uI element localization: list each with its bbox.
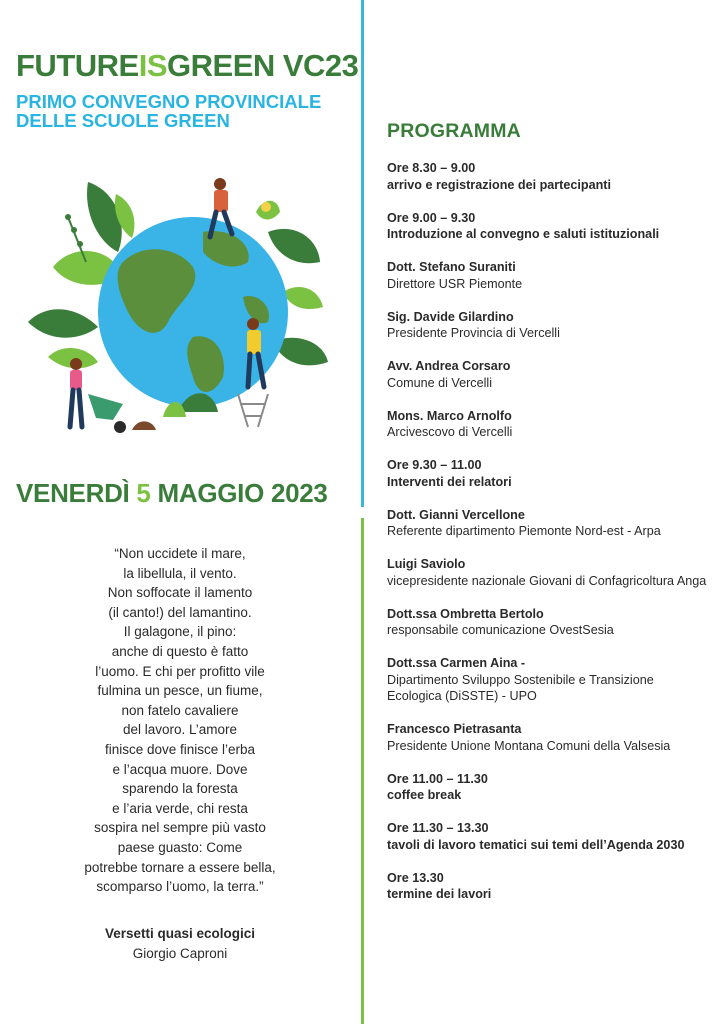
program-item-heading: Ore 8.30 – 9.00 — [387, 161, 476, 175]
poem-line: e l’acqua muore. Dove — [112, 761, 248, 777]
poem-line: fulmina un pesce, un fiume, — [97, 683, 263, 699]
program-item-heading: Mons. Marco Arnolfo — [387, 408, 512, 423]
program-item-heading: Ore 11.00 – 11.30 — [387, 771, 488, 786]
poem-line: scomparso l’uomo, la terra.” — [96, 879, 264, 895]
event-title — [16, 48, 358, 84]
program-item-heading: Dott.ssa Carmen Aina - — [387, 656, 526, 670]
poem-line: la libellula, il vento. — [123, 565, 237, 581]
program-item — [387, 457, 722, 490]
title-part-future: FUTURE — [16, 48, 139, 83]
poem-line: “Non uccidete il mare, — [114, 546, 246, 561]
poem-line: e l’aria verde, chi resta — [112, 800, 248, 816]
poem-line: non fatelo cavaliere — [121, 702, 239, 718]
program-item — [387, 556, 722, 589]
poem-line: del lavoro. L’amore — [122, 722, 238, 738]
program-item-description: Comune di Vercelli — [387, 375, 492, 390]
program-item-heading: Dott. Stefano Suraniti — [387, 260, 516, 274]
event-date — [16, 478, 328, 509]
program-item-description: Presidente Provincia di Vercelli — [387, 326, 560, 340]
program-item-description: Direttore USR Piemonte — [387, 276, 523, 291]
program-item-description: Presidente Unione Montana Comuni della Valsesia — [387, 738, 671, 753]
program-item — [387, 870, 722, 903]
program-item-description: tavoli di lavoro tematici sui temi dell’Agenda 2030 — [387, 837, 685, 852]
program-item-description: vicepresidente nazionale Giovani di Confagricoltura Anga — [387, 573, 707, 588]
program-item-description: Arcivescovo di Vercelli — [387, 425, 513, 439]
program-item-heading: Avv. Andrea Corsaro — [387, 359, 511, 373]
program-title: PROGRAMMA — [387, 120, 521, 142]
poem-line: potrebbe tornare a essere bella, — [84, 859, 276, 875]
poem-line: finisce dove finisce l’erba — [104, 741, 256, 757]
program-item — [387, 721, 722, 754]
program-item — [387, 160, 722, 193]
divider-green — [361, 518, 364, 1024]
program-item-description: Referente dipartimento Piemonte Nord-est - Arpa — [387, 524, 661, 538]
program-item-heading: Ore 9.30 – 11.00 — [387, 458, 482, 472]
program-item-description: Introduzione al convegno e saluti istituzionali — [387, 227, 660, 241]
program-item-heading: Dott. Gianni Vercellone — [387, 507, 525, 522]
poem-line: sospira nel sempre più vasto — [94, 820, 266, 836]
program-item-heading: Luigi Saviolo — [387, 557, 466, 571]
program-item-heading: Ore 13.30 — [387, 870, 444, 885]
poem-line: Il galagone, il pino: — [123, 624, 237, 640]
program-item-description: responsabile comunicazione OvestSesia — [387, 623, 614, 637]
poem — [40, 544, 320, 897]
date-month-year: MAGGIO 2023 — [150, 478, 328, 508]
event-subtitle — [16, 92, 321, 130]
title-part-green: GREEN VC23 — [167, 48, 359, 83]
poem-line: Non soffocate il lamento — [107, 585, 253, 601]
program-item-heading: Dott.ssa Ombretta Bertolo — [387, 606, 544, 621]
earth-illustration — [28, 172, 340, 442]
program-item-description: Interventi dei relatori — [387, 474, 512, 489]
program-item — [387, 820, 722, 853]
program-item-description: termine dei lavori — [387, 887, 492, 901]
program-item — [387, 210, 722, 243]
poem-work-title: Versetti quasi ecologici — [104, 926, 256, 941]
program-item-description: Dipartimento Sviluppo Sostenibile e Transizione — [387, 672, 654, 687]
program-item-description: coffee break — [387, 788, 462, 802]
poem-line: l’uomo. E chi per profitto vile — [95, 663, 265, 679]
program-item-heading: Sig. Davide Gilardino — [387, 309, 514, 324]
date-day: VENERDÌ — [16, 478, 137, 508]
poem-line: (il canto!) del lamantino. — [108, 604, 252, 620]
program-item-heading: Ore 9.00 – 9.30 — [387, 210, 476, 225]
program-item — [387, 606, 722, 639]
program-item-description-cont: Ecologica (DiSSTE) - UPO — [387, 689, 537, 703]
program-item-heading: Ore 11.30 – 13.30 — [387, 821, 489, 835]
title-part-is: IS — [138, 48, 168, 83]
program-list — [387, 160, 722, 919]
program-item — [387, 259, 722, 292]
subtitle-line-2: DELLE SCUOLE GREEN — [16, 110, 230, 131]
divider-blue — [361, 0, 364, 507]
poem-line: paese guasto: Come — [117, 839, 243, 855]
program-item — [387, 408, 722, 441]
poem-author: Giorgio Caproni — [132, 946, 228, 961]
program-item-heading: Francesco Pietrasanta — [387, 722, 522, 736]
date-number: 5 — [136, 478, 151, 508]
poem-line: sparendo la foresta — [122, 781, 238, 797]
program-item — [387, 507, 722, 540]
subtitle-line-1: PRIMO CONVEGNO PROVINCIALE — [16, 91, 322, 112]
program-item — [387, 309, 722, 342]
poem-credit — [40, 924, 320, 964]
program-item — [387, 358, 722, 391]
poem-line: anche di questo è fatto — [111, 643, 249, 659]
program-item-description: arrivo e registrazione dei partecipanti — [387, 177, 611, 192]
program-item — [387, 771, 722, 804]
program-item — [387, 655, 722, 705]
